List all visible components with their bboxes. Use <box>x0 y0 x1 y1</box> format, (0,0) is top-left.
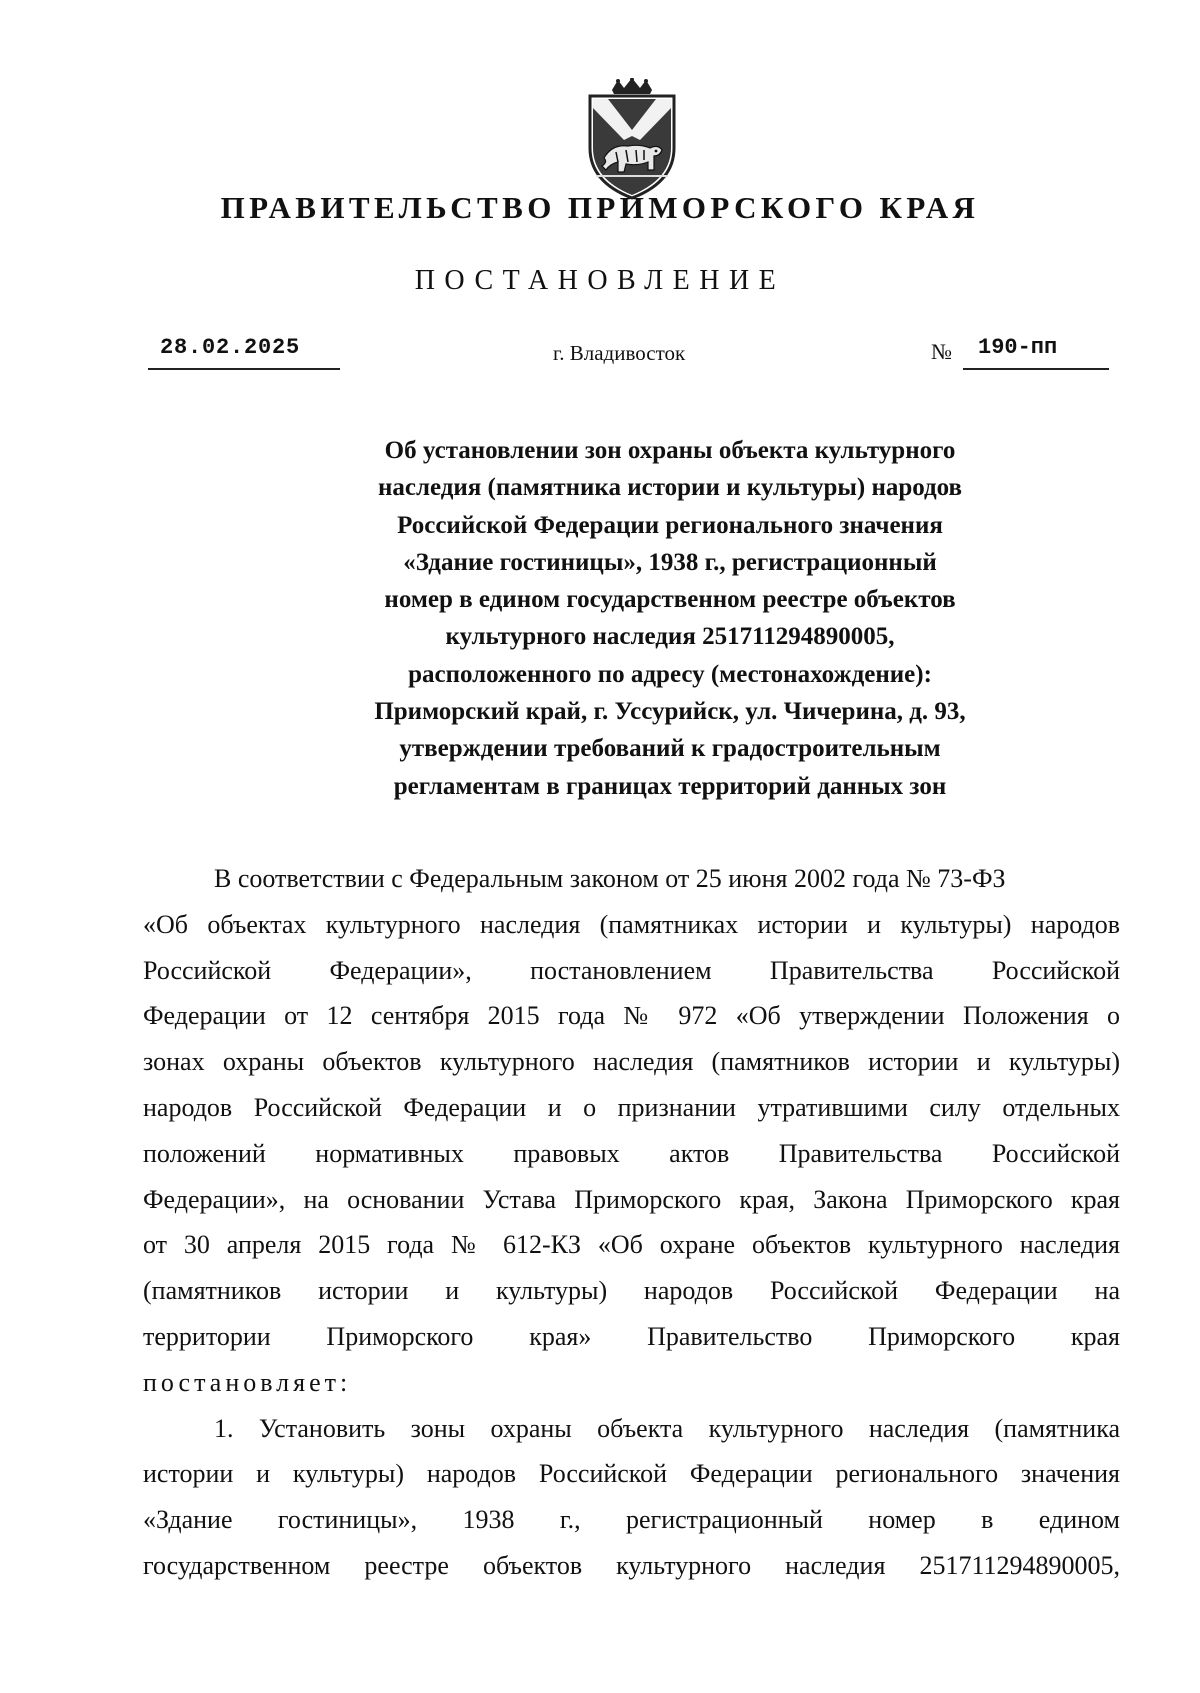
title-line: номер в едином государственном реестре объектов <box>384 586 956 614</box>
number-underline <box>963 368 1109 370</box>
document-type-heading: ПОСТАНОВЛЕНИЕ <box>414 265 786 296</box>
title-line: регламентам в границах территорий данных зон <box>393 772 947 800</box>
preamble-line: зонах охраны объектов культурного наследия (памятников истории и культуры) <box>143 1047 1120 1077</box>
item-1-line: государственном реестре объектов культурного наследия 251711294890005, <box>143 1550 1120 1580</box>
item-1-line: «Здание гостиницы», 1938 г., регистрационный номер в едином <box>143 1505 1120 1535</box>
preamble-line: от 30 апреля 2015 года № 612-КЗ «Об охране объектов культурного наследия <box>143 1230 1120 1260</box>
date-underline <box>148 368 340 370</box>
preamble-line: народов Российской Федерации и о признании утратившими силу отдельных <box>143 1092 1120 1122</box>
title-line: утверждении требований к градостроительным <box>399 735 941 763</box>
resolution-body <box>143 856 1120 1589</box>
title-line: Приморский край, г. Уссурийск, ул. Чичерина, д. 93, <box>374 698 966 726</box>
title-line: расположенного по адресу (местонахождение): <box>408 660 932 688</box>
resolution-title <box>300 432 1040 805</box>
issuing-authority-title: ПРАВИТЕЛЬСТВО ПРИМОРСКОГО КРАЯ <box>220 190 980 225</box>
resolves-word: постановляет: <box>143 1367 352 1397</box>
preamble-line: В соответствии с Федеральным законом от 25 июня 2002 года № 73-ФЗ <box>214 864 1006 893</box>
document-date: 28.02.2025 <box>160 335 301 360</box>
item-1-line: 1. Установить зоны охраны объекта культурного наследия (памятника <box>214 1413 1120 1443</box>
coat-of-arms-emblem <box>582 78 682 202</box>
document-number-field <box>931 335 1109 371</box>
preamble-line: Российской Федерации», постановлением Правительства Российской <box>143 955 1120 985</box>
document-number: 190-пп <box>978 335 1058 360</box>
preamble-line: Федерации от 12 сентября 2015 года № 972 «Об утверждении Положения о <box>143 1001 1120 1031</box>
title-line: Российской Федерации регионального значения <box>397 511 943 539</box>
preamble-line: территории Приморского края» Правительство Приморского края <box>143 1321 1120 1351</box>
preamble-line: Федерации», на основании Устава Приморского края, Закона Приморского края <box>143 1184 1120 1214</box>
preamble-line: «Об объектах культурного наследия (памятниках истории и культуры) народов <box>143 909 1120 939</box>
preamble-line: (памятников истории и культуры) народов Российской Федерации на <box>143 1276 1120 1306</box>
document-date-field <box>148 335 340 371</box>
item-1-line: истории и культуры) народов Российской Федерации регионального значения <box>143 1459 1120 1489</box>
title-line: «Здание гостиницы», 1938 г., регистрационный <box>403 548 937 576</box>
number-sign: № <box>931 339 952 364</box>
title-line: наследия (памятника истории и культуры) народов <box>377 474 963 502</box>
title-line: Об установлении зон охраны объекта культурного <box>384 437 956 464</box>
preamble-line: положений нормативных правовых актов Правительства Российской <box>143 1138 1120 1168</box>
document-city: г. Владивосток <box>553 341 686 365</box>
title-line: культурного наследия 251711294890005, <box>445 623 895 651</box>
